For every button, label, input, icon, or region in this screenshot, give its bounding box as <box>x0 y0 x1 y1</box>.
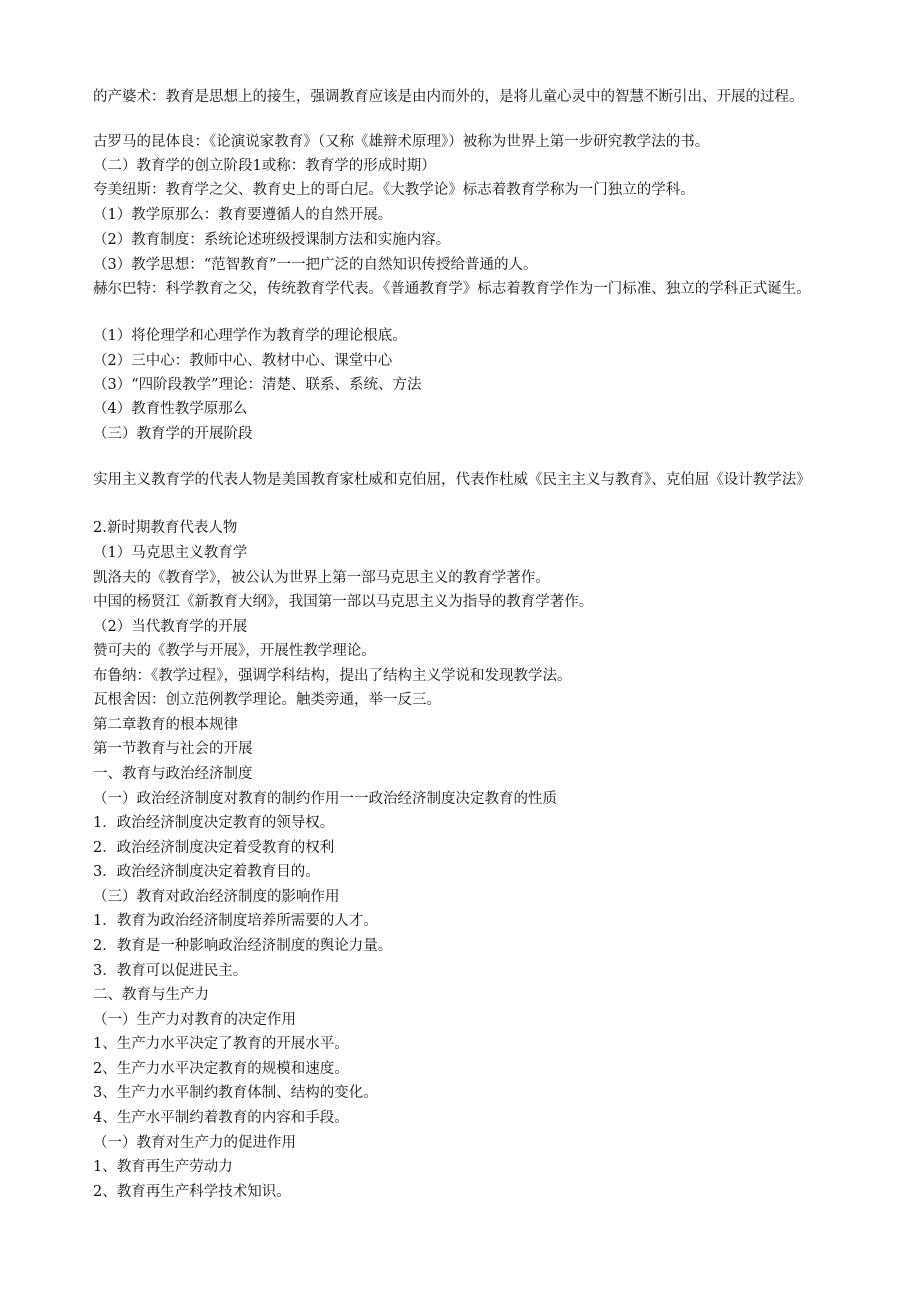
paragraph-quintilian: 古罗马的昆体良：《论演说家教育》（又称《雄辩术原理》）被称为世界上第一步研究教学法的书。 <box>93 134 710 150</box>
paragraph-zankov: 赞可夫的《教学与开展》，开展性教学理论。 <box>93 643 376 659</box>
list-item: 3．政治经济制度决定着教育目的。 <box>93 864 320 880</box>
list-item: 1、生产力水平决定了教育的开展水平。 <box>93 1036 349 1052</box>
subsection-heading: （三）教育对政治经济制度的影响作用 <box>93 889 340 905</box>
list-item: 1．教育为政治经济制度培养所需要的人才。 <box>93 913 378 929</box>
subsection-heading: 二、教育与生产力 <box>93 987 209 1003</box>
list-item: 2．教育是一种影响政治经济制度的舆论力量。 <box>93 938 393 954</box>
list-item: 1．政治经济制度决定教育的领导权。 <box>93 815 335 831</box>
list-item: （2）三中心：教师中心、教材中心、课堂中心 <box>93 353 393 369</box>
list-item: （1）将伦理学和心理学作为教育学的理论根底。 <box>93 328 407 344</box>
list-item: 2、教育再生产科学技术知识。 <box>93 1184 291 1200</box>
list-item: 4、生产水平制约着教育的内容和手段。 <box>93 1110 349 1126</box>
list-item: （2）教育制度：系统论述班级授课制方法和实施内容。 <box>93 232 451 248</box>
section-heading-new-era: 2.新时期教育代表人物 <box>93 520 238 536</box>
paragraph-comenius: 夸美纽斯：教育学之父、教育史上的哥白尼。《大教学论》标志着教育学称为一门独立的学科。 <box>93 182 695 198</box>
subsection-heading: （一）政治经济制度对教育的制约作用一一政治经济制度决定教育的性质 <box>93 791 557 807</box>
list-item: （3）“四阶段教学”理论：清楚、联系、系统、方法 <box>93 377 422 393</box>
paragraph-bruner: 布鲁纳：《教学过程》，强调学科结构，提出了结构主义学说和发现教学法。 <box>93 668 572 684</box>
paragraph-yang-xianjiang: 中国的杨贤江《新教育大纲》，我国第一部以马克思主义为指导的教育学著作。 <box>93 594 594 610</box>
list-item: 1、教育再生产劳动力 <box>93 1159 233 1175</box>
subsection-heading: 一、教育与政治经济制度 <box>93 766 253 782</box>
paragraph-wagenschein: 瓦根舍因：创立范例教学理论。触类旁通，举一反三。 <box>93 692 441 708</box>
section-heading-founding: （二）教育学的创立阶段1或称：教育学的形成时期） <box>93 158 436 174</box>
subsection-heading: （一）教育对生产力的促进作用 <box>93 1135 296 1151</box>
section-heading: 第一节教育与社会的开展 <box>93 741 253 757</box>
list-item: （4）教育性教学原那么 <box>93 401 248 417</box>
paragraph-herbart: 赫尔巴特：科学教育之父，传统教育学代表。《普通教育学》标志着教育学作为一门标准、独立的学科正式诞生。 <box>93 281 811 297</box>
list-item: （1）马克思主义教育学 <box>93 545 248 561</box>
list-item: （3）教学思想：“范智教育”一一把广泛的自然知识传授给普通的人。 <box>93 257 538 273</box>
paragraph-kairov: 凯洛夫的《教育学》，被公认为世界上第一部马克思主义的教育学著作。 <box>93 570 550 586</box>
subsection-heading: （一）生产力对教育的决定作用 <box>93 1012 296 1028</box>
chapter-heading: 第二章教育的根本规律 <box>93 717 238 733</box>
section-heading-development: （三）教育学的开展阶段 <box>93 426 253 442</box>
list-item: （1）教学原那么：教育要遵循人的自然开展。 <box>93 207 393 223</box>
list-item: 2、生产力水平决定教育的规模和速度。 <box>93 1061 349 1077</box>
paragraph-pragmatism: 实用主义教育学的代表人物是美国教育家杜威和克伯屈，代表作杜威《民主主义与教育》、克伯屈《设计教学法》 <box>93 472 811 488</box>
list-item: 2．政治经济制度决定着受教育的权利 <box>93 840 335 856</box>
list-item: 3、生产力水平制约教育体制、结构的变化。 <box>93 1085 378 1101</box>
list-item: 3．教育可以促进民主。 <box>93 963 248 979</box>
paragraph-socrates: 的产婆术：教育是思想上的接生，强调教育应该是由内而外的，是将儿童心灵中的智慧不断引出、开展的过程。 <box>93 89 804 105</box>
list-item: （2）当代教育学的开展 <box>93 619 248 635</box>
